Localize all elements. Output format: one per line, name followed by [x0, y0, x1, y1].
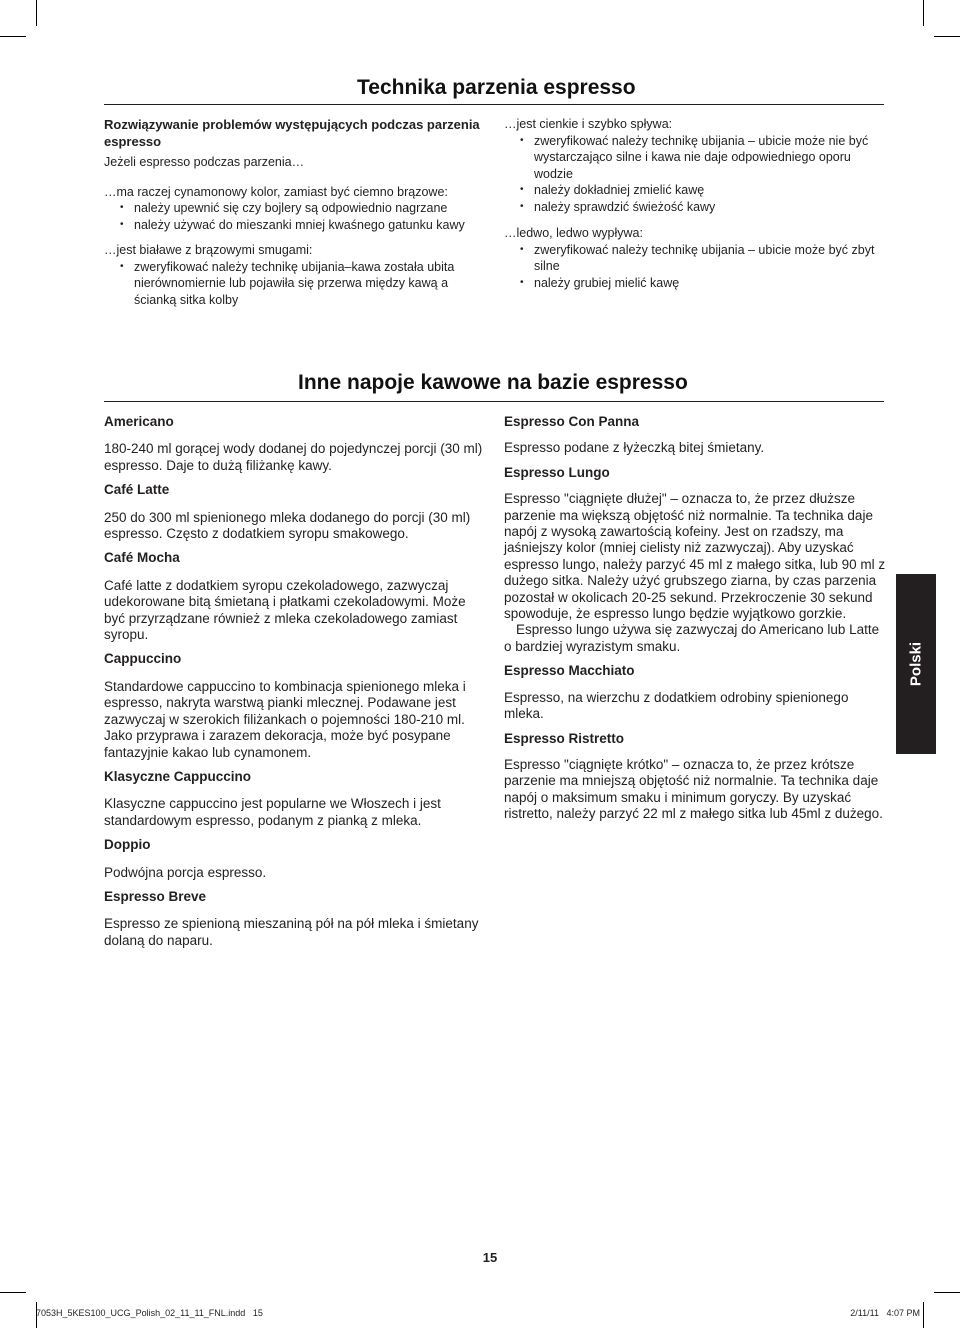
drink-name: Café Latte: [104, 482, 170, 498]
section-rule: [104, 401, 884, 402]
drink-name: Espresso Lungo: [504, 464, 610, 480]
troubleshooting-heading: Rozwiązywanie problemów występujących podczas parzenia espresso: [104, 117, 480, 149]
drink-name: Espresso Con Panna: [504, 414, 640, 429]
section-title: Technika parzenia espresso: [357, 76, 636, 99]
crop-mark: [0, 1292, 26, 1293]
drinks-right-column: [504, 414, 889, 831]
drink-description: Espresso, na wierzchu z dodatkiem odrobiny spienionego mleka.: [504, 689, 849, 722]
drink-description: Podwójna porcja espresso.: [104, 864, 267, 880]
list-item: • należy upewnić się czy bojlery są odpowiednio nagrzane: [104, 200, 484, 217]
drink-description: Espresso "ciągnięte dłużej" – oznacza to, że przez dłuższe parzenie ma większą objętość niż normalnie. Ta technika daje napój z wysoką zawartością kofeiny. Jest on rzadszy, ma jaśniejszy kolor (mniej cielisty niż zazwyczaj). Aby uzyskać espresso lungo, należy parzyć 45 ml z małego sitka, lub 90 ml z dużego sitka. Należy użyć grubszego ziarna, by czas parzenia pozostał w okolicach 20-25 sekund. Przekroczenie 30 sekund spowoduje, że espresso lungo będzie wyjątkowo gorzkie.: [504, 491, 886, 622]
case-heading: …ma raczej cynamonowy kolor, zamiast być ciemno brązowe:: [104, 184, 448, 199]
list-item: • zweryfikować należy technikę ubijania – ubicie może być zbyt silne: [504, 242, 884, 275]
troubleshooting-left-column: [104, 116, 484, 308]
crop-mark: [934, 1292, 960, 1293]
drink-name: Cappuccino: [104, 651, 182, 667]
drink-description: 250 do 300 ml spienionego mleka dodanego do porcji (30 ml) espresso. Często z dodatkiem syropu smakowego.: [104, 509, 471, 542]
case-heading: …jest cienkie i szybko spływa:: [504, 117, 673, 131]
drink-name: Doppio: [104, 837, 151, 853]
list-item: • należy używać do mieszanki mniej kwaśnego gatunku kawy: [104, 217, 484, 234]
list-item: • należy dokładniej zmielić kawę: [504, 182, 884, 199]
drink-description: Espresso "ciągnięte krótko" – oznacza to, że przez krótsze parzenie ma mniejszą objętość niż normalnie. Ta technika daje napój o maksimum smaku i minimum goryczy. By uzyskać ristretto, należy parzyć 22 ml z małego sitka lub 45ml z dużego.: [504, 756, 883, 822]
drink-description: Café latte z dodatkiem syropu czekoladowego, zazwyczaj udekorowane bitą śmietaną i płatkami czekoladowymi. Może być przyrządzane również z mleka czekoladowego zamiast syropu.: [104, 577, 466, 643]
crop-mark: [0, 36, 26, 37]
drink-description: Klasyczne cappuccino jest popularne we Włoszech i jest standardowym espresso, podanym z pianką z mleka.: [104, 796, 441, 828]
section-rule: [104, 104, 884, 105]
drinks-left-column: [104, 414, 484, 957]
crop-mark: [36, 0, 37, 26]
case-heading: …ledwo, ledwo wypływa:: [504, 226, 643, 240]
section-title: Inne napoje kawowe na bazie espresso: [298, 371, 688, 394]
list-item: • należy grubiej mielić kawę: [504, 275, 884, 292]
crop-mark: [934, 36, 960, 37]
list-item: • zweryfikować należy technikę ubijania‒kawa została ubita nierównomiernie lub pojawiła się przerwa między kawą a ścianką sitka kolby: [104, 259, 484, 309]
page-number: 15: [482, 1250, 498, 1265]
language-tab-label: Polski: [907, 641, 925, 687]
footer-file-name: 7053H_5KES100_UCG_Polish_02_11_11_FNL.indd 15: [36, 1308, 263, 1318]
drink-description: Espresso lungo używa się zazwyczaj do Americano lub Latte o bardziej wyrazistym smaku.: [504, 622, 880, 654]
case-list: [104, 259, 484, 309]
drink-description: Standardowe cappuccino to kombinacja spienionego mleka i espresso, nakryta warstwą pianki mlecznej. Podawane jest zazwyczaj w szerokich filiżankach o pojemności 180-210 ml. Jako przyprawa i zarazem dekoracja, może być posypane fantazyjnie kakao lub cynamonem.: [104, 678, 466, 760]
drink-name: Espresso Breve: [104, 888, 207, 904]
case-heading: …jest białawe z brązowymi smugami:: [104, 243, 313, 257]
intro-text: Jeżeli espresso podczas parzenia…: [104, 155, 305, 169]
case-list: [504, 242, 884, 292]
drink-name: Espresso Ristretto: [504, 730, 625, 746]
footer-date: 2/11/11 4:07 PM: [850, 1308, 920, 1318]
troubleshooting-right-column: [504, 116, 884, 291]
crop-mark: [923, 0, 924, 26]
list-item: • zweryfikować należy technikę ubijania – ubicie może nie być wystarczająco silne i kawa nie daje odpowiedniego oporu wodzie: [504, 133, 884, 183]
drink-name: Café Mocha: [104, 550, 180, 566]
crop-mark: [923, 1302, 924, 1328]
language-tab: [896, 574, 936, 754]
drink-name: Americano: [104, 414, 174, 429]
drink-description: 180-240 ml gorącej wody dodanej do pojedynczej porcji (30 ml) espresso. Daje to dużą filiżankę kawy.: [104, 441, 483, 473]
list-item: • należy sprawdzić świeżość kawy: [504, 199, 884, 216]
drink-description: Espresso ze spienioną mieszaniną pół na pół mleka i śmietany dolaną do naparu.: [104, 916, 479, 948]
case-list: [104, 200, 484, 233]
drink-name: Espresso Macchiato: [504, 663, 635, 679]
case-list: [504, 133, 884, 216]
drink-name: Klasyczne Cappuccino: [104, 768, 252, 784]
drink-description: Espresso podane z łyżeczką bitej śmietany.: [504, 440, 765, 456]
